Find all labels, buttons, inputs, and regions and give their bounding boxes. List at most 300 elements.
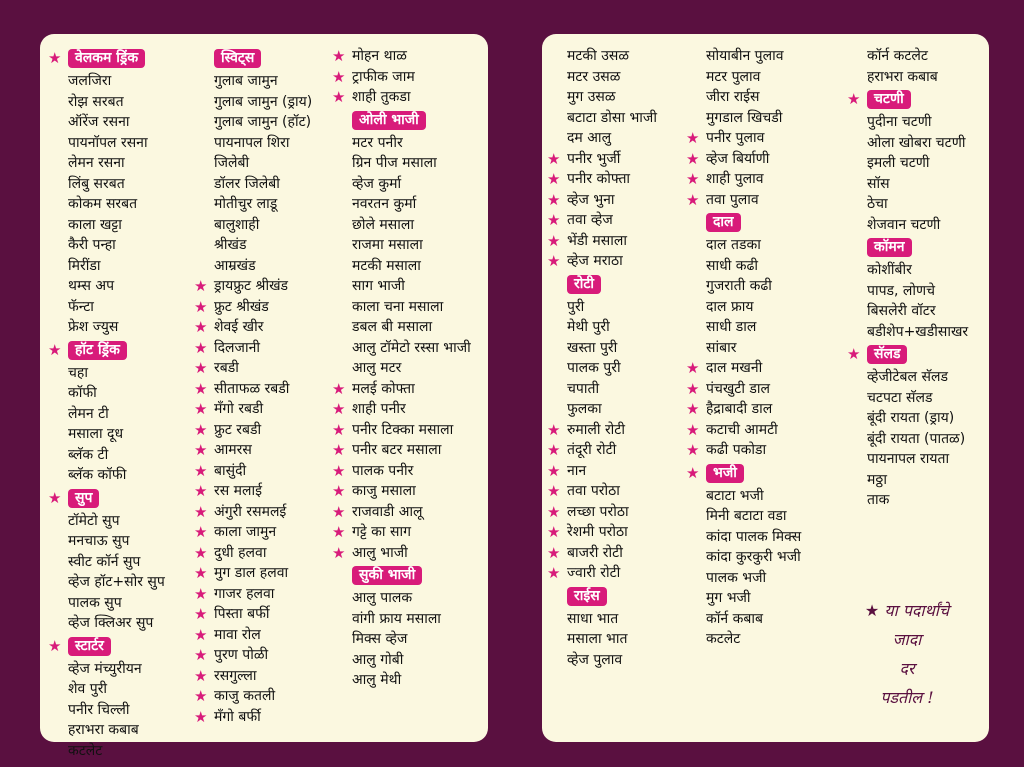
menu-item-label: दुधी हलवा bbox=[214, 544, 267, 561]
menu-item-label: बिसलेरी वॉटर bbox=[867, 303, 936, 319]
menu-item bbox=[706, 108, 801, 129]
menu-item bbox=[68, 276, 165, 297]
star-icon: ★ bbox=[332, 67, 346, 86]
star-icon: ★ bbox=[48, 636, 62, 655]
menu-item-label: ड्रायफ्रुट श्रीखंड bbox=[214, 278, 289, 294]
star-icon: ★ bbox=[547, 523, 561, 541]
section-header-label: राईस bbox=[574, 587, 600, 604]
menu-item bbox=[867, 470, 968, 491]
menu-item-label: मँगो बर्फी bbox=[214, 708, 261, 725]
section-header bbox=[352, 111, 426, 130]
menu-item bbox=[567, 609, 657, 630]
menu-item bbox=[547, 502, 657, 523]
menu-item-label: काजु मसाला bbox=[352, 483, 416, 499]
star-icon: ★ bbox=[686, 463, 700, 482]
menu-item bbox=[332, 502, 471, 523]
menu-item-label: टॉमेटो सुप bbox=[68, 512, 120, 529]
section-header bbox=[567, 275, 601, 294]
menu-item-label: तवा व्हेज bbox=[567, 212, 613, 228]
section-header-wrapper bbox=[48, 486, 165, 511]
menu-item-label: पुरण पोळी bbox=[214, 647, 269, 663]
menu-item-label: कटाची आमटी bbox=[706, 421, 778, 438]
menu-item bbox=[214, 71, 312, 92]
menu-item-label: आमरस bbox=[214, 442, 252, 458]
menu-item bbox=[352, 670, 471, 691]
section-header-wrapper bbox=[352, 108, 471, 133]
section-header-wrapper bbox=[686, 461, 801, 486]
star-icon: ★ bbox=[332, 420, 346, 439]
menu-column-3 bbox=[332, 46, 471, 691]
menu-column-5 bbox=[686, 46, 802, 650]
menu-item bbox=[214, 174, 312, 195]
menu-item bbox=[194, 584, 312, 605]
menu-item bbox=[567, 87, 657, 108]
menu-item-label: पनीर चिल्ली bbox=[68, 701, 130, 718]
menu-item bbox=[706, 338, 801, 359]
menu-item-label: बाजरी रोटी bbox=[567, 544, 623, 561]
menu-item bbox=[68, 112, 165, 133]
section-header-wrapper bbox=[847, 87, 968, 112]
menu-item bbox=[68, 531, 165, 552]
section-header-wrapper bbox=[847, 342, 968, 367]
menu-item bbox=[567, 128, 657, 149]
star-icon: ★ bbox=[194, 400, 208, 418]
section-header-wrapper bbox=[567, 584, 657, 609]
menu-item-label: काला खट्टा bbox=[68, 216, 122, 233]
menu-item bbox=[352, 215, 471, 236]
section-header bbox=[706, 213, 741, 232]
menu-item bbox=[867, 215, 968, 236]
menu-item bbox=[867, 449, 968, 470]
menu-item bbox=[867, 174, 968, 195]
menu-item-label: मुग उसळ bbox=[567, 89, 616, 105]
menu-item-label: ऑरेंज रसना bbox=[68, 114, 130, 130]
menu-item bbox=[567, 297, 657, 318]
menu-item bbox=[686, 169, 801, 190]
menu-item bbox=[68, 194, 165, 215]
menu-item bbox=[352, 153, 471, 174]
menu-item bbox=[706, 87, 801, 108]
menu-item-label: पापड, लोणचे bbox=[867, 282, 936, 299]
star-icon: ★ bbox=[194, 687, 208, 705]
section-header bbox=[567, 587, 607, 606]
menu-item-label: शेवई खीर bbox=[214, 319, 264, 335]
menu-item bbox=[332, 543, 471, 564]
menu-item bbox=[194, 440, 312, 461]
menu-item-label: पुदीना चटणी bbox=[867, 114, 932, 130]
star-icon: ★ bbox=[194, 461, 208, 480]
menu-item bbox=[686, 420, 801, 441]
menu-item-label: बटाटा डोसा भाजी bbox=[567, 109, 657, 126]
menu-item bbox=[547, 231, 657, 252]
menu-item-label: थम्स अप bbox=[68, 278, 115, 294]
menu-item bbox=[706, 506, 801, 527]
star-icon: ★ bbox=[194, 625, 208, 644]
menu-item-label: ताक bbox=[867, 492, 890, 508]
menu-item-label: मटर उसळ bbox=[567, 68, 621, 85]
star-icon: ★ bbox=[194, 359, 208, 377]
section-header-wrapper bbox=[214, 46, 312, 71]
menu-item-label: ओला खोबरा चटणी bbox=[867, 134, 966, 151]
menu-item-label: राजमा मसाला bbox=[352, 237, 423, 253]
section-header bbox=[48, 488, 99, 508]
menu-item bbox=[706, 527, 801, 548]
menu-item-label: नान bbox=[567, 462, 587, 479]
star-icon: ★ bbox=[194, 523, 208, 541]
menu-item bbox=[686, 399, 801, 420]
menu-item-label: पालक सुप bbox=[68, 594, 122, 611]
star-icon: ★ bbox=[194, 666, 208, 685]
menu-item bbox=[706, 568, 801, 589]
menu-item bbox=[332, 67, 471, 88]
extra-charge-note bbox=[832, 596, 982, 712]
menu-item bbox=[68, 552, 165, 573]
menu-item-label: नवरतन कुर्मा bbox=[352, 196, 417, 212]
section-header-label: वेलकम ड्रिंक bbox=[75, 50, 139, 66]
menu-item bbox=[706, 276, 801, 297]
menu-item bbox=[332, 399, 471, 420]
menu-item-label: दाल तडका bbox=[706, 237, 761, 253]
menu-item-label: पनीर पुलाव bbox=[706, 130, 765, 146]
menu-item bbox=[332, 481, 471, 502]
menu-item-label: आलु टॉमेटो रस्सा भाजी bbox=[352, 339, 471, 356]
menu-item-label: मटर पुलाव bbox=[706, 68, 761, 85]
star-icon: ★ bbox=[547, 502, 561, 521]
menu-item-label: मसाला दूध bbox=[68, 426, 124, 442]
menu-item bbox=[194, 358, 312, 379]
menu-item-label: गट्टे का साग bbox=[352, 524, 411, 540]
menu-item bbox=[706, 46, 801, 67]
menu-item-label: राजवाडी आलू bbox=[352, 503, 423, 520]
menu-item-label: बूंदी रायता (ड्राय) bbox=[867, 410, 955, 426]
menu-item bbox=[352, 338, 471, 359]
star-icon: ★ bbox=[686, 359, 700, 377]
menu-item bbox=[194, 461, 312, 482]
star-icon: ★ bbox=[547, 252, 561, 270]
section-header-label: रोटी bbox=[574, 275, 595, 292]
menu-item bbox=[567, 358, 657, 379]
menu-item-label: रुमाली रोटी bbox=[567, 421, 625, 438]
menu-item-label: साधी डाल bbox=[706, 319, 757, 335]
star-icon: ★ bbox=[547, 441, 561, 459]
star-icon: ★ bbox=[547, 461, 561, 480]
menu-item bbox=[214, 92, 312, 113]
star-icon: ★ bbox=[332, 543, 346, 562]
menu-item-label: पनीर कोफ्ता bbox=[567, 171, 631, 187]
menu-column-2 bbox=[194, 46, 313, 727]
menu-item-label: कॉफी bbox=[68, 385, 97, 401]
menu-item bbox=[567, 650, 657, 671]
menu-item bbox=[68, 593, 165, 614]
menu-item bbox=[214, 153, 312, 174]
menu-item-label: ठेचा bbox=[867, 196, 888, 212]
star-icon: ★ bbox=[194, 441, 208, 459]
menu-item bbox=[867, 490, 968, 511]
menu-item bbox=[686, 358, 801, 379]
menu-item bbox=[547, 251, 657, 272]
menu-item-label: छोले मसाला bbox=[352, 216, 414, 233]
menu-item-label: कांदा पालक मिक्स bbox=[706, 528, 802, 545]
menu-item-label: आलु गोबी bbox=[352, 651, 404, 668]
menu-item-label: दिलजानी bbox=[214, 339, 260, 356]
menu-item bbox=[332, 420, 471, 441]
menu-item bbox=[567, 108, 657, 129]
star-icon: ★ bbox=[686, 420, 700, 439]
section-header-label: ओली भाजी bbox=[359, 111, 419, 128]
menu-item bbox=[68, 317, 165, 338]
section-header bbox=[847, 345, 907, 364]
menu-item-label: बटाटा भजी bbox=[706, 487, 764, 504]
star-icon: ★ bbox=[48, 49, 62, 67]
menu-item bbox=[68, 383, 165, 404]
section-header bbox=[867, 238, 912, 257]
menu-item bbox=[867, 301, 968, 322]
menu-item bbox=[706, 317, 801, 338]
section-header bbox=[48, 49, 145, 68]
menu-item bbox=[352, 235, 471, 256]
menu-item-label: सीताफळ रबडी bbox=[214, 380, 290, 397]
menu-item-label: फ्रेश ज्युस bbox=[68, 319, 119, 335]
menu-item bbox=[867, 322, 968, 343]
star-icon: ★ bbox=[194, 646, 208, 664]
menu-item-label: फॅन्टा bbox=[68, 298, 94, 315]
menu-item-label: तवा पुलाव bbox=[706, 191, 759, 208]
menu-item-label: व्हेज हॉट+सोर सुप bbox=[68, 574, 165, 590]
menu-item-label: व्हेज कुर्मा bbox=[352, 175, 402, 192]
menu-item bbox=[706, 629, 801, 650]
menu-item bbox=[194, 666, 312, 687]
menu-item-label: श्रीखंड bbox=[214, 237, 247, 253]
menu-item-label: दाल फ्राय bbox=[706, 298, 754, 315]
menu-item-label: मावा रोल bbox=[214, 626, 261, 643]
menu-item-label: सांबार bbox=[706, 339, 737, 356]
menu-item bbox=[706, 588, 801, 609]
menu-item bbox=[867, 133, 968, 154]
star-icon: ★ bbox=[547, 231, 561, 250]
menu-item-label: दाल मखनी bbox=[706, 360, 763, 376]
note-line-1: या पदार्थांचे bbox=[884, 601, 950, 620]
menu-item bbox=[194, 563, 312, 584]
menu-item-label: कटलेट bbox=[706, 631, 741, 647]
menu-item-label: कोकम सरबत bbox=[68, 196, 138, 212]
menu-item bbox=[68, 741, 165, 762]
menu-item bbox=[214, 133, 312, 154]
star-icon: ★ bbox=[194, 277, 208, 295]
menu-item-label: चटपटा सॅलड bbox=[867, 389, 933, 406]
menu-item bbox=[547, 440, 657, 461]
menu-item-label: कॉर्न कबाब bbox=[706, 610, 763, 627]
menu-item-label: कढी पकोडा bbox=[706, 442, 767, 458]
menu-item bbox=[867, 388, 968, 409]
menu-item-label: मिनी बटाटा वडा bbox=[706, 508, 787, 524]
menu-item-label: पायनापल रायता bbox=[867, 451, 950, 467]
star-icon: ★ bbox=[547, 420, 561, 439]
menu-item-label: पालक पनीर bbox=[352, 462, 414, 479]
menu-item-label: कांदा कुरकुरी भजी bbox=[706, 549, 801, 565]
menu-item-label: गुजराती कढी bbox=[706, 278, 772, 294]
menu-item bbox=[706, 297, 801, 318]
menu-item bbox=[567, 317, 657, 338]
menu-item bbox=[352, 133, 471, 154]
star-icon: ★ bbox=[847, 345, 861, 363]
menu-item bbox=[547, 522, 657, 543]
section-header-label: सुकी भाजी bbox=[359, 567, 416, 583]
section-header bbox=[686, 463, 744, 483]
section-header-label: चटणी bbox=[874, 91, 904, 107]
menu-item bbox=[547, 543, 657, 564]
menu-item-label: आलु मेथी bbox=[352, 672, 402, 688]
star-icon: ★ bbox=[547, 564, 561, 582]
section-header-wrapper bbox=[867, 235, 968, 260]
star-icon: ★ bbox=[194, 584, 208, 603]
star-icon: ★ bbox=[194, 420, 208, 439]
star-icon: ★ bbox=[194, 297, 208, 316]
menu-item bbox=[194, 379, 312, 400]
section-header bbox=[48, 636, 111, 656]
menu-item bbox=[194, 420, 312, 441]
menu-item-label: काजु कतली bbox=[214, 688, 276, 704]
star-icon: ★ bbox=[686, 400, 700, 418]
menu-item bbox=[194, 604, 312, 625]
menu-item-label: व्हेज मंच्युरीयन bbox=[68, 660, 142, 677]
menu-item-label: व्हेज मराठा bbox=[567, 253, 623, 269]
menu-item bbox=[547, 169, 657, 190]
menu-item bbox=[352, 256, 471, 277]
menu-item bbox=[547, 420, 657, 441]
menu-item-label: साधा भात bbox=[567, 610, 619, 627]
menu-item-label: बासुंदी bbox=[214, 462, 247, 479]
menu-item bbox=[686, 128, 801, 149]
menu-item bbox=[567, 67, 657, 88]
menu-item-label: साग भाजी bbox=[352, 278, 405, 294]
menu-item-label: कोशींबीर bbox=[867, 262, 912, 278]
menu-item-label: मोतीचुर लाडू bbox=[214, 196, 278, 212]
menu-item-label: पंचखुटी डाल bbox=[706, 380, 771, 397]
menu-item bbox=[547, 461, 657, 482]
section-header-label: हॉट ड्रिंक bbox=[75, 341, 120, 358]
menu-item-label: लेमन टी bbox=[68, 405, 109, 422]
section-header-wrapper bbox=[48, 46, 165, 71]
menu-item bbox=[567, 399, 657, 420]
star-icon: ★ bbox=[547, 211, 561, 229]
menu-item bbox=[547, 481, 657, 502]
menu-item-label: रेशमी परोठा bbox=[567, 524, 628, 540]
star-icon: ★ bbox=[686, 149, 700, 168]
menu-item bbox=[547, 149, 657, 170]
menu-item-label: हराभरा कबाब bbox=[68, 722, 139, 738]
menu-item-label: जीरा राईस bbox=[706, 89, 760, 105]
menu-item-label: कैरी पन्हा bbox=[68, 237, 116, 253]
menu-item bbox=[194, 543, 312, 564]
section-header bbox=[847, 90, 911, 109]
menu-item-label: मुग डाल हलवा bbox=[214, 565, 289, 581]
menu-item bbox=[332, 379, 471, 400]
star-icon: ★ bbox=[686, 170, 700, 188]
menu-item-label: इमली चटणी bbox=[867, 155, 930, 171]
star-icon: ★ bbox=[686, 441, 700, 459]
menu-item-label: आलु मटर bbox=[352, 360, 402, 376]
star-icon: ★ bbox=[686, 190, 700, 209]
menu-item-label: व्हेज बिर्याणी bbox=[706, 150, 770, 167]
menu-item-label: गुलाब जामुन (हॉट) bbox=[214, 114, 312, 130]
menu-item-label: स्वीट कॉर्न सुप bbox=[68, 553, 141, 570]
menu-item-label: पिस्ता बर्फी bbox=[214, 606, 270, 622]
menu-item-label: शाही पनीर bbox=[352, 401, 406, 417]
menu-item bbox=[194, 522, 312, 543]
star-icon: ★ bbox=[332, 379, 346, 398]
menu-item bbox=[194, 399, 312, 420]
star-icon: ★ bbox=[332, 482, 346, 500]
menu-item bbox=[332, 87, 471, 108]
menu-item-label: काला चना मसाला bbox=[352, 298, 444, 315]
menu-item bbox=[68, 679, 165, 700]
section-header-wrapper bbox=[48, 634, 165, 659]
menu-item bbox=[194, 645, 312, 666]
menu-column-4 bbox=[547, 46, 657, 670]
menu-item-label: मटर पनीर bbox=[352, 134, 403, 151]
menu-item-label: लच्छा परोठा bbox=[567, 503, 629, 520]
menu-item-label: ब्लॅक कॉफी bbox=[68, 467, 127, 483]
menu-item-label: जिलेबी bbox=[214, 155, 250, 171]
menu-item bbox=[194, 686, 312, 707]
star-icon: ★ bbox=[332, 47, 346, 65]
menu-item-label: मँगो रबडी bbox=[214, 401, 264, 417]
star-icon: ★ bbox=[547, 190, 561, 209]
menu-item-label: तंदूरी रोटी bbox=[567, 442, 617, 458]
menu-item-label: साधी कढी bbox=[706, 257, 759, 274]
menu-column-6 bbox=[847, 46, 969, 511]
menu-item-label: पनीर टिक्का मसाला bbox=[352, 421, 454, 438]
menu-item-label: बूंदी रायता (पातळ) bbox=[867, 430, 966, 447]
star-icon: ★ bbox=[864, 601, 880, 620]
menu-item-label: मठ्ठा bbox=[867, 471, 887, 488]
menu-item bbox=[194, 317, 312, 338]
star-icon: ★ bbox=[686, 129, 700, 147]
menu-item-label: मुगडाल खिचडी bbox=[706, 109, 783, 126]
menu-item-label: फ्रुट श्रीखंड bbox=[214, 298, 269, 315]
menu-item bbox=[706, 547, 801, 568]
star-icon: ★ bbox=[847, 90, 861, 108]
menu-item bbox=[68, 92, 165, 113]
menu-item-label: तवा परोठा bbox=[567, 483, 620, 499]
section-header bbox=[48, 340, 127, 360]
menu-item-label: मुग भजी bbox=[706, 590, 751, 606]
menu-item bbox=[68, 363, 165, 384]
note-line-4: पडतील ! bbox=[880, 688, 934, 707]
section-header-wrapper bbox=[706, 210, 801, 235]
menu-item-label: पनीर बटर मसाला bbox=[352, 442, 442, 458]
menu-item-label: पालक पुरी bbox=[567, 360, 621, 376]
menu-item bbox=[706, 609, 801, 630]
menu-item-label: दम आलु bbox=[567, 130, 612, 146]
menu-item bbox=[686, 379, 801, 400]
menu-item bbox=[194, 707, 312, 728]
menu-item bbox=[194, 502, 312, 523]
star-icon: ★ bbox=[194, 318, 208, 336]
star-icon: ★ bbox=[332, 461, 346, 480]
menu-item-label: फ्रुट रबडी bbox=[214, 421, 262, 438]
star-icon: ★ bbox=[332, 523, 346, 541]
menu-item bbox=[686, 440, 801, 461]
menu-panel-left bbox=[40, 34, 488, 759]
menu-item-label: रबडी bbox=[214, 360, 239, 376]
menu-item-label: मनचाऊ सुप bbox=[68, 533, 130, 549]
menu-item bbox=[194, 276, 312, 297]
star-icon: ★ bbox=[332, 400, 346, 418]
menu-item bbox=[68, 720, 165, 741]
menu-item-label: भेंडी मसाला bbox=[567, 232, 627, 249]
star-icon: ★ bbox=[332, 441, 346, 459]
